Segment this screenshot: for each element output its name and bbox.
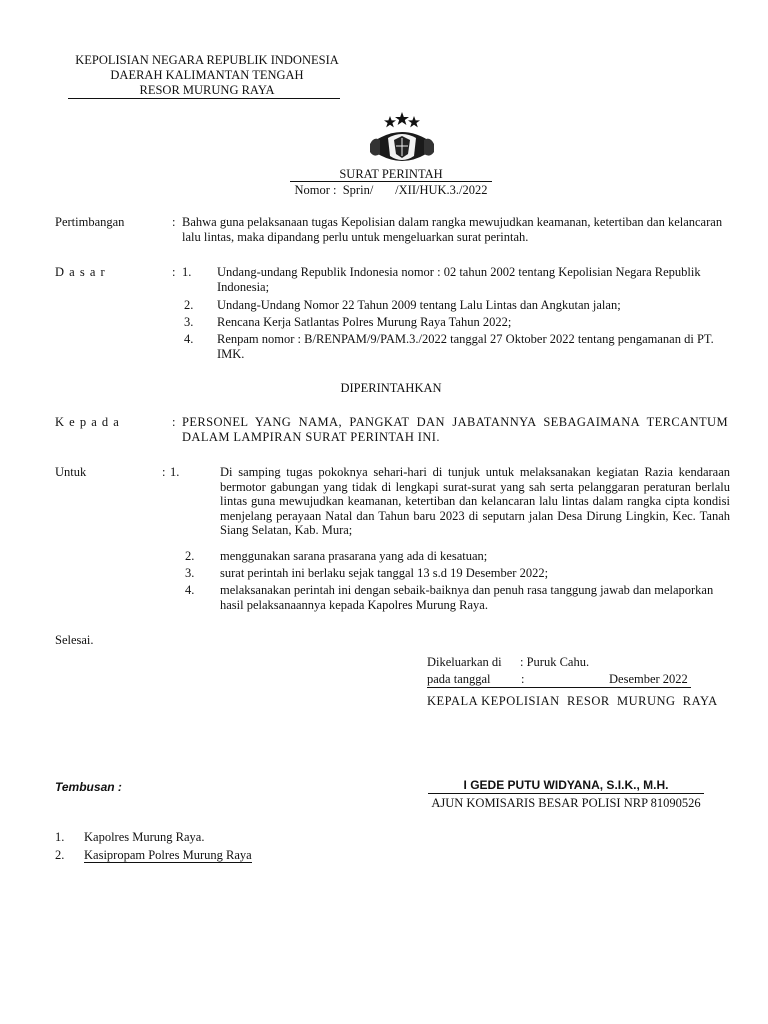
tembusan-label: Tembusan :	[55, 780, 122, 794]
dasar-num-1: 1.	[182, 265, 192, 279]
dasar-num-3: 3.	[184, 315, 194, 329]
dasar-item-4: Renpam nomor : B/RENPAM/9/PAM.3./2022 tanggal 27 Oktober 2022 tentang pengamanan di PT. IMK.	[217, 332, 714, 361]
untuk-num-1: 1.	[170, 465, 180, 479]
dasar-item-1: Undang-undang Republik Indonesia nomor : 02 tahun 2002 tentang Kepolisian Negara Republik Indonesia;	[217, 265, 701, 294]
dasar-item-2: Undang-Undang Nomor 22 Tahun 2009 tentang Lalu Lintas dan Angkutan jalan;	[217, 298, 621, 312]
untuk-item-1: Di samping tugas pokoknya sehari-hari di tunjuk untuk melaksanakan kegiatan Razia kendaraan bermotor gabungan yang tidak di lengkapi surat-surat yang sah serta pelanggaran peraturan berlalu lintas guna mewujudkan keamanan, ketertiban dan kelancaran lalu lintas dalam rangka cipta kondisi menjelang perayaan Natal dan Tahun baru 2023 di seputarn jalan Desa Dirung Lingkin, Kec. Tanah Siang Selatan, Kab. Mura;	[220, 465, 730, 537]
untuk-num-4: 4.	[185, 583, 195, 597]
header-line-1: KEPOLISIAN NEGARA REPUBLIK INDONESIA	[75, 53, 339, 67]
dasar-label: D a s a r	[55, 265, 106, 279]
pertimbangan-text: Bahwa guna pelaksanaan tugas Kepolisian dalam rangka mewujudkan keamanan, ketertiban dan kelancaran lalu lintas, maka dipandang perlu untuk mengeluarkan surat perintah.	[182, 215, 723, 244]
signatory-rank: AJUN KOMISARIS BESAR POLISI NRP 81090526	[431, 796, 701, 810]
document-title: SURAT PERINTAH	[290, 167, 492, 182]
untuk-label: Untuk	[55, 465, 87, 479]
dasar-num-2: 2.	[184, 298, 194, 312]
pertimbangan-label: Pertimbangan	[55, 215, 125, 229]
kepada-colon: :	[172, 415, 176, 429]
selesai-text: Selesai.	[55, 633, 94, 647]
signatory-name: I GEDE PUTU WIDYANA, S.I.K., M.H.	[428, 778, 704, 794]
kepala-title: KEPALA KEPOLISIAN RESOR MURUNG RAYA	[427, 694, 718, 708]
untuk-num-3: 3.	[185, 566, 195, 580]
dasar-item-3: Rencana Kerja Satlantas Polres Murung Raya Tahun 2022;	[217, 315, 512, 329]
untuk-item-3: surat perintah ini berlaku sejak tanggal 13 s.d 19 Desember 2022;	[220, 566, 549, 580]
untuk-item-2: menggunakan sarana prasarana yang ada di kesatuan;	[220, 549, 488, 563]
kepada-label: K e p a d a	[55, 415, 120, 429]
document-number: Nomor : Sprin/ /XII/HUK.3./2022	[294, 183, 488, 197]
tembusan-num-1: 1.	[55, 830, 65, 844]
kepada-text: PERSONEL YANG NAMA, PANGKAT DAN JABATANNYA SEBAGAIMANA TERCANTUM DALAM LAMPIRAN SURAT PERINTAH INI.	[182, 415, 728, 444]
header-line-2: DAERAH KALIMANTAN TENGAH	[110, 68, 304, 82]
untuk-num-2: 2.	[185, 549, 195, 563]
header-line-3: RESOR MURUNG RAYA	[139, 83, 275, 97]
header-underline	[68, 98, 340, 99]
tembusan-item-2: Kasipropam Polres Murung Raya	[84, 848, 252, 862]
police-emblem-icon	[366, 110, 438, 170]
dasar-colon: :	[172, 265, 176, 279]
tembusan-num-2: 2.	[55, 848, 65, 862]
pertimbangan-colon: :	[172, 215, 176, 229]
dasar-num-4: 4.	[184, 332, 194, 346]
diperintahkan-heading: DIPERINTAHKAN	[340, 381, 442, 395]
untuk-item-4: melaksanakan perintah ini dengan sebaik-baiknya dan penuh rasa tanggung jawab dan melaporkan hasil pelaksanaannya kepada Kapolres Murung Raya.	[220, 583, 714, 612]
tembusan-item-1: Kapolres Murung Raya.	[84, 830, 205, 844]
tanggal-value: Desember 2022	[609, 672, 688, 686]
dikeluarkan-value: : Puruk Cahu.	[520, 655, 590, 669]
tanggal-colon: :	[521, 672, 525, 686]
tanggal-row	[427, 672, 691, 688]
tanggal-label: pada tanggal	[427, 672, 491, 686]
dikeluarkan-label: Dikeluarkan di	[427, 655, 502, 669]
untuk-colon: :	[162, 465, 166, 479]
